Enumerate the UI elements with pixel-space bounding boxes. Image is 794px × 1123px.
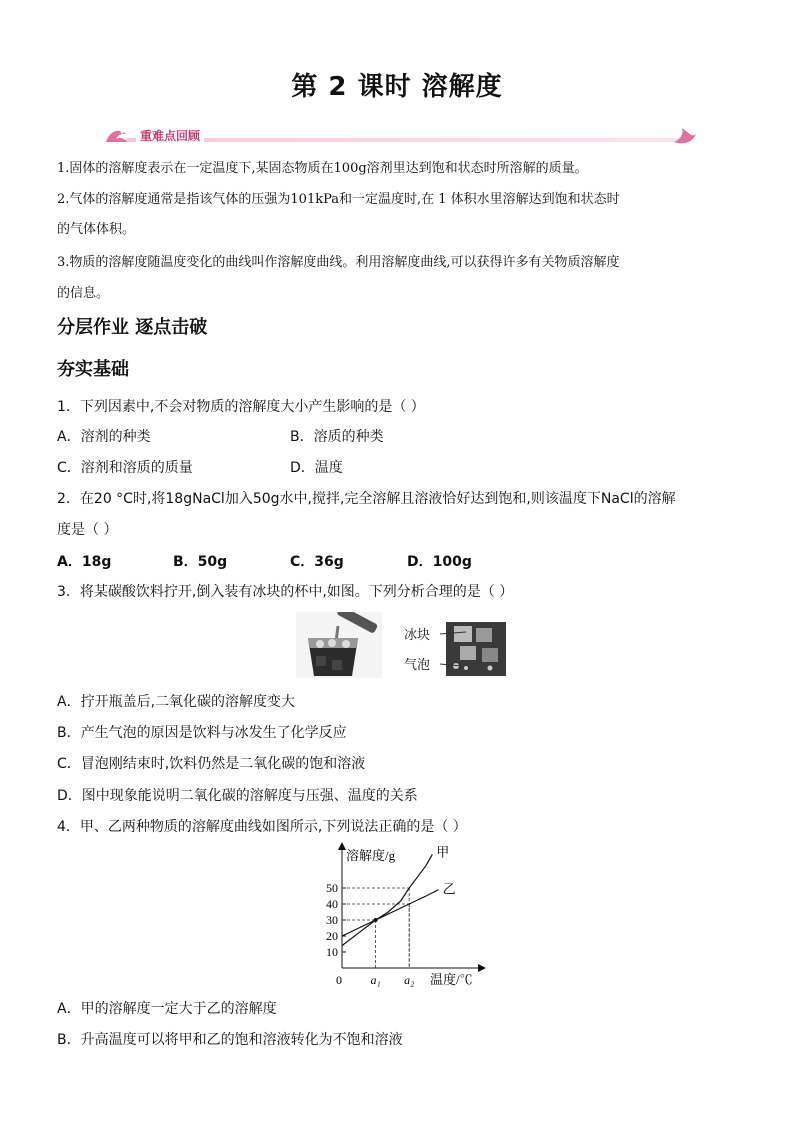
series-line-jia [342,854,432,936]
y-axis-label: 溶解度/g [346,848,396,863]
x-axis-label: 温度/℃ [430,972,473,987]
y-tick-label: 30 [326,913,338,927]
question-3-stem: 3．将某碳酸饮料拧开,倒入装有冰块的杯中,如图。下列分析合理的是（ ） [57,584,514,600]
q4-option-b: B．升高温度可以将甲和乙的饱和溶液转化为不饱和溶液 [57,1032,403,1048]
question-2-stem-cont: 度是（ ） [57,522,118,538]
question-4-stem: 4．甲、乙两种物质的溶解度曲线如图所示,下列说法正确的是（ ） [57,819,467,835]
q3-option-d: D．图中现象能说明二氧化碳的溶解度与压强、温度的关系 [57,788,418,804]
section-heading-1: 分层作业 逐点击破 [57,317,208,338]
q1-option-b: B．溶质的种类 [290,429,384,445]
review-item-3-cont: 的信息。 [57,286,110,301]
q3-option-c: C．冒泡刚结束时,饮料仍然是二氧化碳的饱和溶液 [57,756,366,772]
series-label: 甲 [436,844,450,860]
series-label: 乙 [442,881,456,897]
series-line-yi [342,890,439,946]
ice-bubbles-photo [404,622,506,676]
q2-option-d: D．100g [407,554,472,570]
y-tick-label: 10 [326,945,338,959]
q2-option-b: B．50g [173,554,228,570]
review-item-3: 3.物质的溶解度随温度变化的曲线叫作溶解度曲线。利用溶解度曲线,可以获得许多有关物质溶解度 [57,255,620,270]
x-tick-label: a₂ [404,973,415,987]
question-2-stem: 2．在20 °C时,将18gNaCl加入50g水中,搅拌,完全溶解且溶液恰好达到饱和,则该温度下NaCl的溶解 [57,491,676,507]
review-banner [96,124,698,148]
y-tick-label: 50 [326,881,338,895]
banner-label: 重难点回顾 [136,127,204,144]
y-tick-label: 40 [326,897,338,911]
banner-line [126,138,686,142]
q1-option-a: A．溶剂的种类 [57,429,151,445]
ice-label: 冰块 [404,627,431,642]
y-tick-label: 20 [326,929,338,943]
bubble-label: 气泡 [404,657,431,672]
q3-option-a: A．拧开瓶盖后,二氧化碳的溶解度变大 [57,694,296,710]
x-tick-label: a₁ [370,973,381,987]
dragon-icon [102,124,132,148]
q4-option-a: A．甲的溶解度一定大于乙的溶解度 [57,1001,277,1017]
section-heading-2: 夯实基础 [57,359,129,380]
q1-option-c: C．溶剂和溶质的质量 [57,460,193,476]
review-item-1: 1.固体的溶解度表示在一定温度下,某固态物质在100g溶剂里达到饱和状态时所溶解的质量。 [57,161,588,176]
question-1-stem: 1．下列因素中,不会对物质的溶解度大小产生影响的是（ ） [57,399,425,415]
pouring-drink-photo [296,612,382,678]
intersection-point [374,918,378,922]
q2-option-a: A．18g [57,554,112,570]
dragon-tail-icon [672,124,698,148]
q1-option-d: D．温度 [290,460,343,476]
review-item-2: 2.气体的溶解度通常是指该气体的压强为101kPa和一定温度时,在 1 体积水里溶解达到饱和状态时 [57,192,620,207]
q2-option-c: C．36g [290,554,344,570]
q3-option-b: B．产生气泡的原因是饮料与冰发生了化学反应 [57,725,347,741]
page-title: 第 2 课时 溶解度 [291,72,503,102]
review-item-2-cont: 的气体体积。 [57,222,136,237]
origin-label: 0 [336,973,342,987]
solubility-chart [310,842,490,990]
